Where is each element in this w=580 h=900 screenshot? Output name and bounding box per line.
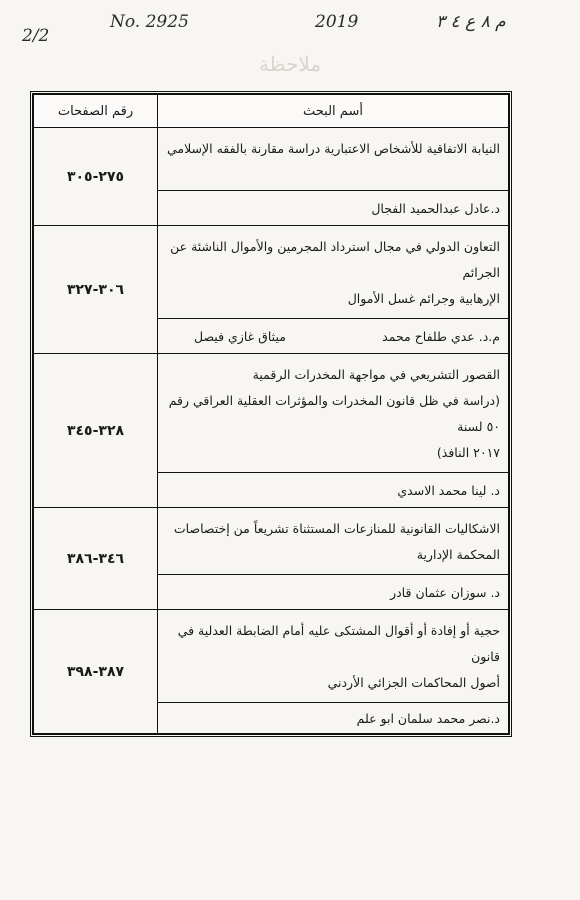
paper-title: حجية أو إفادة أو أقوال المشتكى عليه أمام الضابطة العدلية في قانون أصول المحاكمات الجزائي الأردني: [158, 610, 509, 703]
faded-header: ملاحظة: [258, 52, 322, 76]
handwritten-year: 2019: [315, 12, 359, 32]
column-header-pages: رقم الصفحات: [34, 95, 158, 128]
paper-authors: م.د. عدي طلفاح محمد ميثاق غازي فيصل: [158, 319, 509, 354]
page-range: ٣٤٦-٣٨٦: [34, 508, 158, 610]
page-range: ٣٠٦-٣٢٧: [34, 226, 158, 354]
table-header-row: [34, 95, 509, 128]
paper-title: النيابة الاتفاقية للأشخاص الاعتبارية دراسة مقارنة بالفقه الإسلامي: [158, 128, 509, 191]
table-row: [34, 226, 509, 319]
handwritten-date: م ٨ ع ٤ ٣: [436, 12, 506, 32]
paper-authors: د. سوزان عثمان قادر: [158, 575, 509, 610]
paper-authors: د.عادل عبدالحميد الفجال: [158, 191, 509, 226]
handwritten-page-number: 2/2: [22, 26, 50, 46]
table-row: [34, 610, 509, 703]
paper-authors: د. لينا محمد الاسدي: [158, 473, 509, 508]
handwritten-reference: No. 2925: [110, 12, 189, 32]
column-header-title: أسم البحث: [158, 95, 509, 128]
table-row: [34, 128, 509, 191]
paper-title: التعاون الدولي في مجال استرداد المجرمين والأموال الناشئة عن الجرائم الإرهابية وجرائم غسل الأموال: [158, 226, 509, 319]
paper-authors: د.نصر محمد سلمان ابو علم: [158, 703, 509, 734]
page-range: ٣٢٨-٣٤٥: [34, 354, 158, 508]
contents-table: [30, 91, 512, 737]
table-row: [34, 354, 509, 473]
page-range: ٢٧٥-٣٠٥: [34, 128, 158, 226]
paper-title: القصور التشريعي في مواجهة المخدرات الرقمية (دراسة في ظل قانون المخدرات والمؤثرات العقلية العراقي رقم ٥٠ لسنة ٢٠١٧ النافذ): [158, 354, 509, 473]
page-range: ٣٨٧-٣٩٨: [34, 610, 158, 734]
paper-title: الاشكاليات القانونية للمنازعات المستثناة تشريعاً من إختصاصات المحكمة الإدارية: [158, 508, 509, 575]
table-row: [34, 508, 509, 575]
